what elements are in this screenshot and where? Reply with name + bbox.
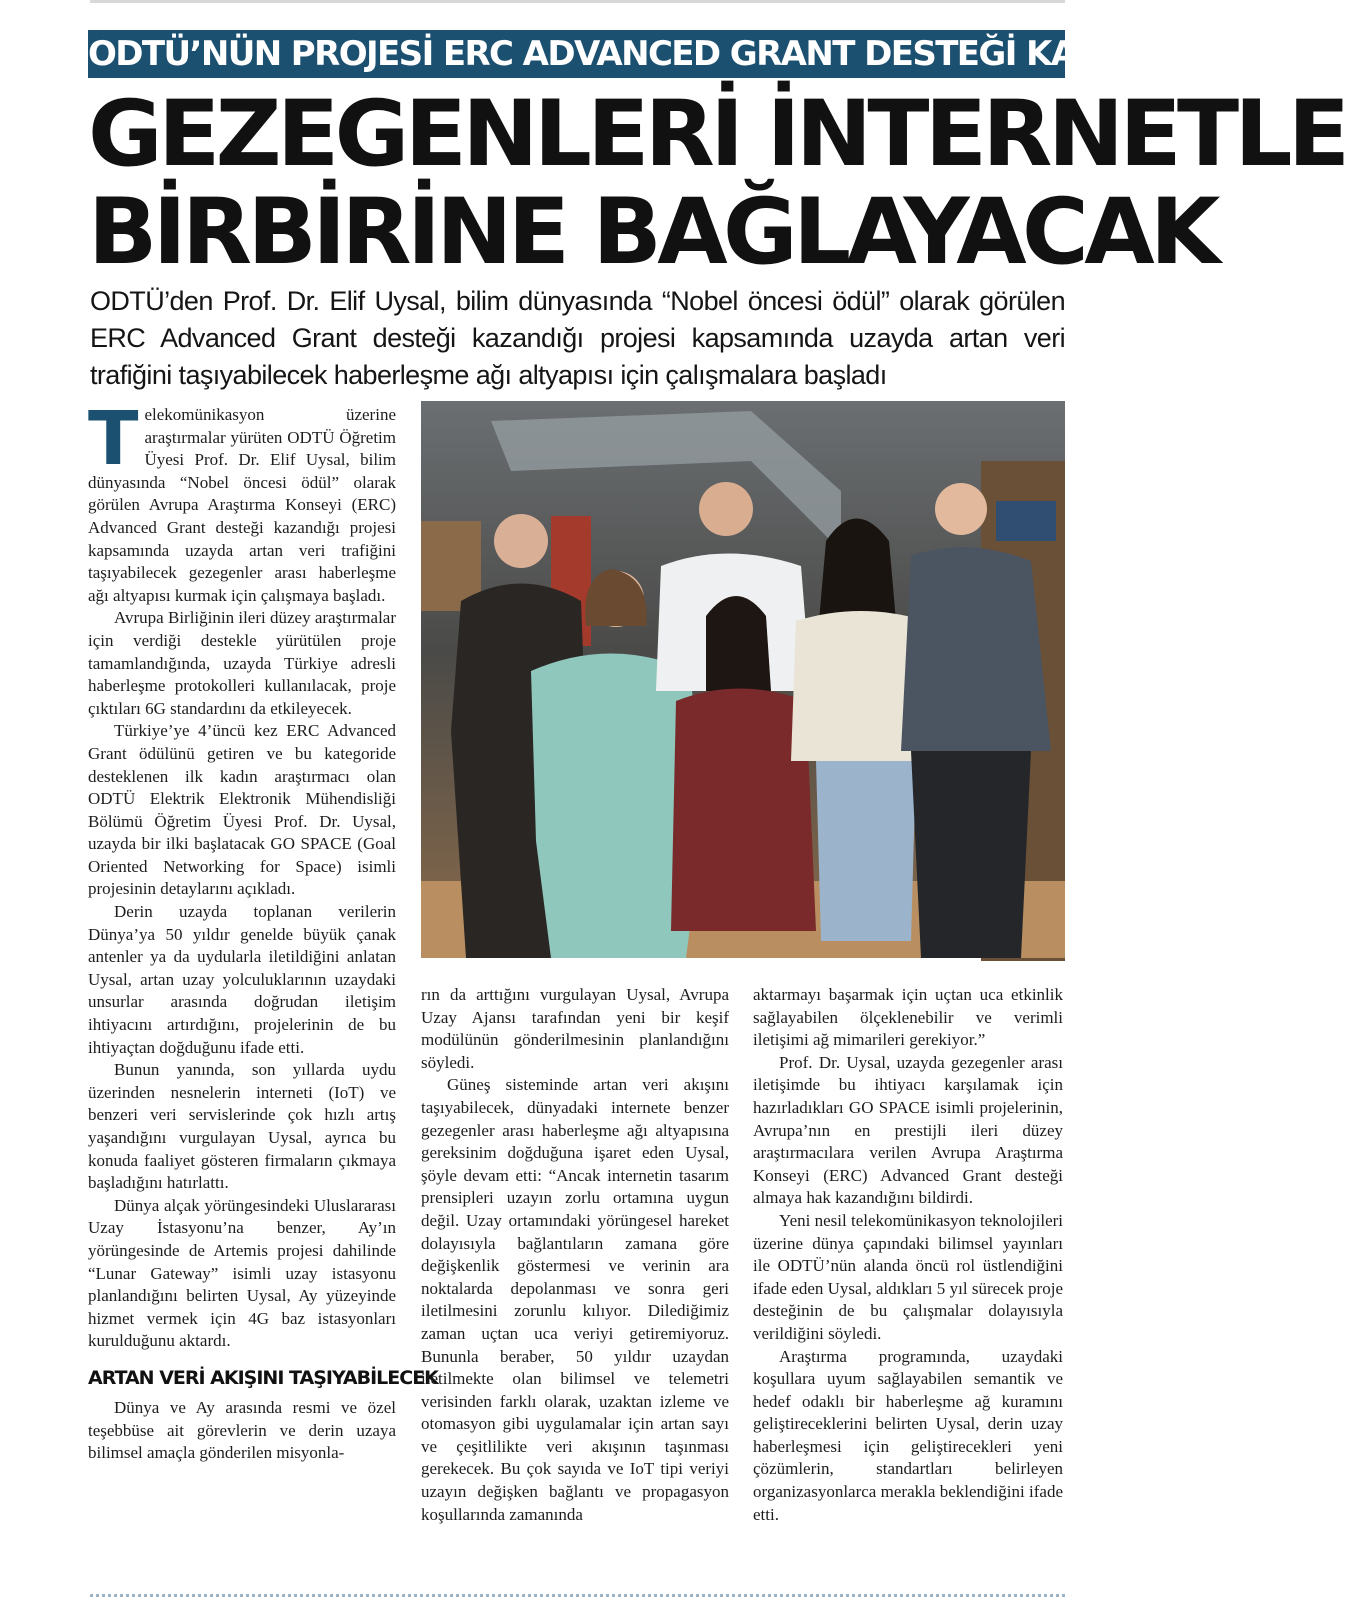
article-paragraph: rın da arttığını vurgulayan Uysal, Avrupa Uzay Ajansı tarafından yeni bir keşif modülünün gönderilmesinin planlandığını söyledi. [421, 985, 729, 1072]
article-paragraph: Dünya alçak yörüngesindeki Uluslararası Uzay İstasyonu’na benzer, Ay’ın yörüngesinde de Artemis projesi dahilinde “Lunar Gateway” isimli uzay istasyonu planlandığını belirten Uysal, Ay yüzeyinde hizmet vermek için 4G baz istasyonları kurulduğunu aktardı. [88, 1195, 396, 1351]
article-column-2 [421, 984, 729, 1526]
group-photo-illustration [421, 401, 1065, 958]
headline-line-2: BİRBİRİNE BAĞLAYACAK [88, 180, 1216, 285]
section-subtitle: ARTAN VERİ AKIŞINI TAŞIYABİLECEK [88, 1366, 438, 1389]
article-paragraph: elekomünikasyon üzerine araştırmalar yürüten ODTÜ Öğretim Üyesi Prof. Dr. Elif Uysal, bilim dünyasında “Nobel öncesi ödül” olarak görülen Avrupa Araştırma Konseyi (ERC) Advanced Grant desteği kazandığı projesi kapsamında uzayda artan veri trafiğini taşıyabilecek gezegenler arası haberleşme ağı altyapısı kurmak için çalışmaya başladı. [88, 405, 396, 605]
article-paragraph: Güneş sisteminde artan veri akışını taşıyabilecek, dünyadaki internete benzer gezegenler arası haberleşme ağı altyapısına gereksinim doğduğuna işaret eden Uysal, şöyle devam etti: “Ancak internetin tasarım prensipleri uzayın zorlu ortamına uygun değil. Uzay ortamındaki yörüngesel hareket dolayısıyla bağlantıların zamana göre değişkenlik göstermesi ve verinin ara noktalarda depolanması ve sonra geri iletilmesini zorunlu kılıyor. Dilediğimiz zaman uçtan uca veriyi getiremiyoruz. Bununla beraber, 50 yıldır uzaydan iletilmekte olan bilimsel ve telemetri verisinden farklı olarak, uzaktan izleme ve otomasyon gibi uygulamalar için artan sayı ve çeşitlilikte veri akışının taşınması gerekecek. Bu çok sayıda ve IoT tipi veriyi uzayın değişken bağlantı ve propagasyon koşullarında zamanında [421, 1075, 729, 1524]
article-paragraph: aktarmayı başarmak için uçtan uca etkinlik sağlayabilen ölçeklenebilir ve verimli iletişimi ağ mimarileri gerekiyor.” [753, 985, 1063, 1050]
article-column-1 [88, 396, 438, 1465]
article-paragraph: Prof. Dr. Uysal, uzayda gezegenler arası iletişimde bu ihtiyacı karşılamak için hazırladıkları GO SPACE isimli projelerinin, Avrupa’nın en prestijli ileri düzey araştırmacılara verilen Avrupa Araştırma Konseyi (ERC) Advanced Grant desteği almaya hak kazandığını bildirdi. [753, 1052, 1063, 1208]
article-column-3 [753, 984, 1063, 1526]
top-rule [90, 0, 1065, 3]
article-paragraph: Yeni nesil telekomünikasyon teknolojileri üzerine dünya çapındaki bilimsel yayınları ile ODTÜ’nün alanda öncü rol üstlendiğini ifade eden Uysal, aldıkları 5 yıl sürecek proje desteğinin de bu çalışmalar dolayısıyla verildiğini söyledi. [753, 1210, 1063, 1343]
article-paragraph: Avrupa Birliğinin ileri düzey araştırmalar için verdiği destekle yürütülen proje tamamlandığında, uzayda Türkiye adresli haberleşme protokolleri kullanılacak, proje çıktıları 6G standardını da etkileyecek. [88, 608, 396, 718]
drop-cap: T [88, 396, 139, 482]
subheadline: ODTÜ’den Prof. Dr. Elif Uysal, bilim dünyasında “Nobel öncesi ödül” olarak görülen ERC Advanced Grant desteği kazandığı projesi kapsamında uzayda artan veri trafiğini taşıyabilecek haberleşme ağı altyapısı için çalışmalara başladı [90, 286, 1065, 390]
bottom-dotted-rule [90, 1594, 1065, 1597]
article-paragraph: Dünya ve Ay arasında resmi ve özel teşebbüse ait görevlerin ve derin uzaya bilimsel amaçla gönderilen misyonla- [88, 1397, 396, 1463]
kicker-banner: ODTÜ’NÜN PROJESİ ERC ADVANCED GRANT DESTEĞİ KAZANDI [88, 30, 1065, 78]
headline [88, 82, 1345, 285]
article-paragraph: Araştırma programında, uzaydaki koşullara uyum sağlayabilen semantik ve hedef odaklı bir haberleşme ağ kuramını geliştireceklerini belirten Uysal, derin uzay haberleşmesi için geliştirecekleri yeni çözümlerin, standartları belirleyen organizasyonlarca merakla beklendiğini ifade etti. [753, 1346, 1063, 1524]
article-paragraph: Bunun yanında, son yıllarda uydu üzerinden nesnelerin interneti (IoT) ve benzeri veri servislerinde çok hızlı artış yaşandığını vurgulayan Uysal, ayrıca bu konuda faaliyet gösteren firmaların çıkmaya başladığını hatırlattı. [88, 1060, 396, 1193]
headline-line-1: GEZEGENLERİ İNTERNETLE [88, 82, 1345, 187]
article-paragraph: Türkiye’ye 4’üncü kez ERC Advanced Grant ödülünü getiren ve bu kategoride desteklenen ilk kadın araştırmacı olan ODTÜ Elektrik Elektronik Mühendisliği Bölümü Öğretim Üyesi Prof. Dr. Uysal, uzayda bir ilki başlatacak GO SPACE (Goal Oriented Networking for Space) isimli projesinin detaylarını açıkladı. [88, 721, 396, 899]
article-paragraph: Derin uzayda toplanan verilerin Dünya’ya 50 yıldır genelde büyük çanak antenler ya da uydularla iletildiğini anlatan Uysal, artan uzay yolculuklarının uzaydaki unsurlar arasında doğrudan iletişim ihtiyacını artırdığını, projelerinin de bu ihtiyaçtan doğduğunu ifade etti. [88, 902, 396, 1057]
group-photo [421, 401, 1065, 958]
